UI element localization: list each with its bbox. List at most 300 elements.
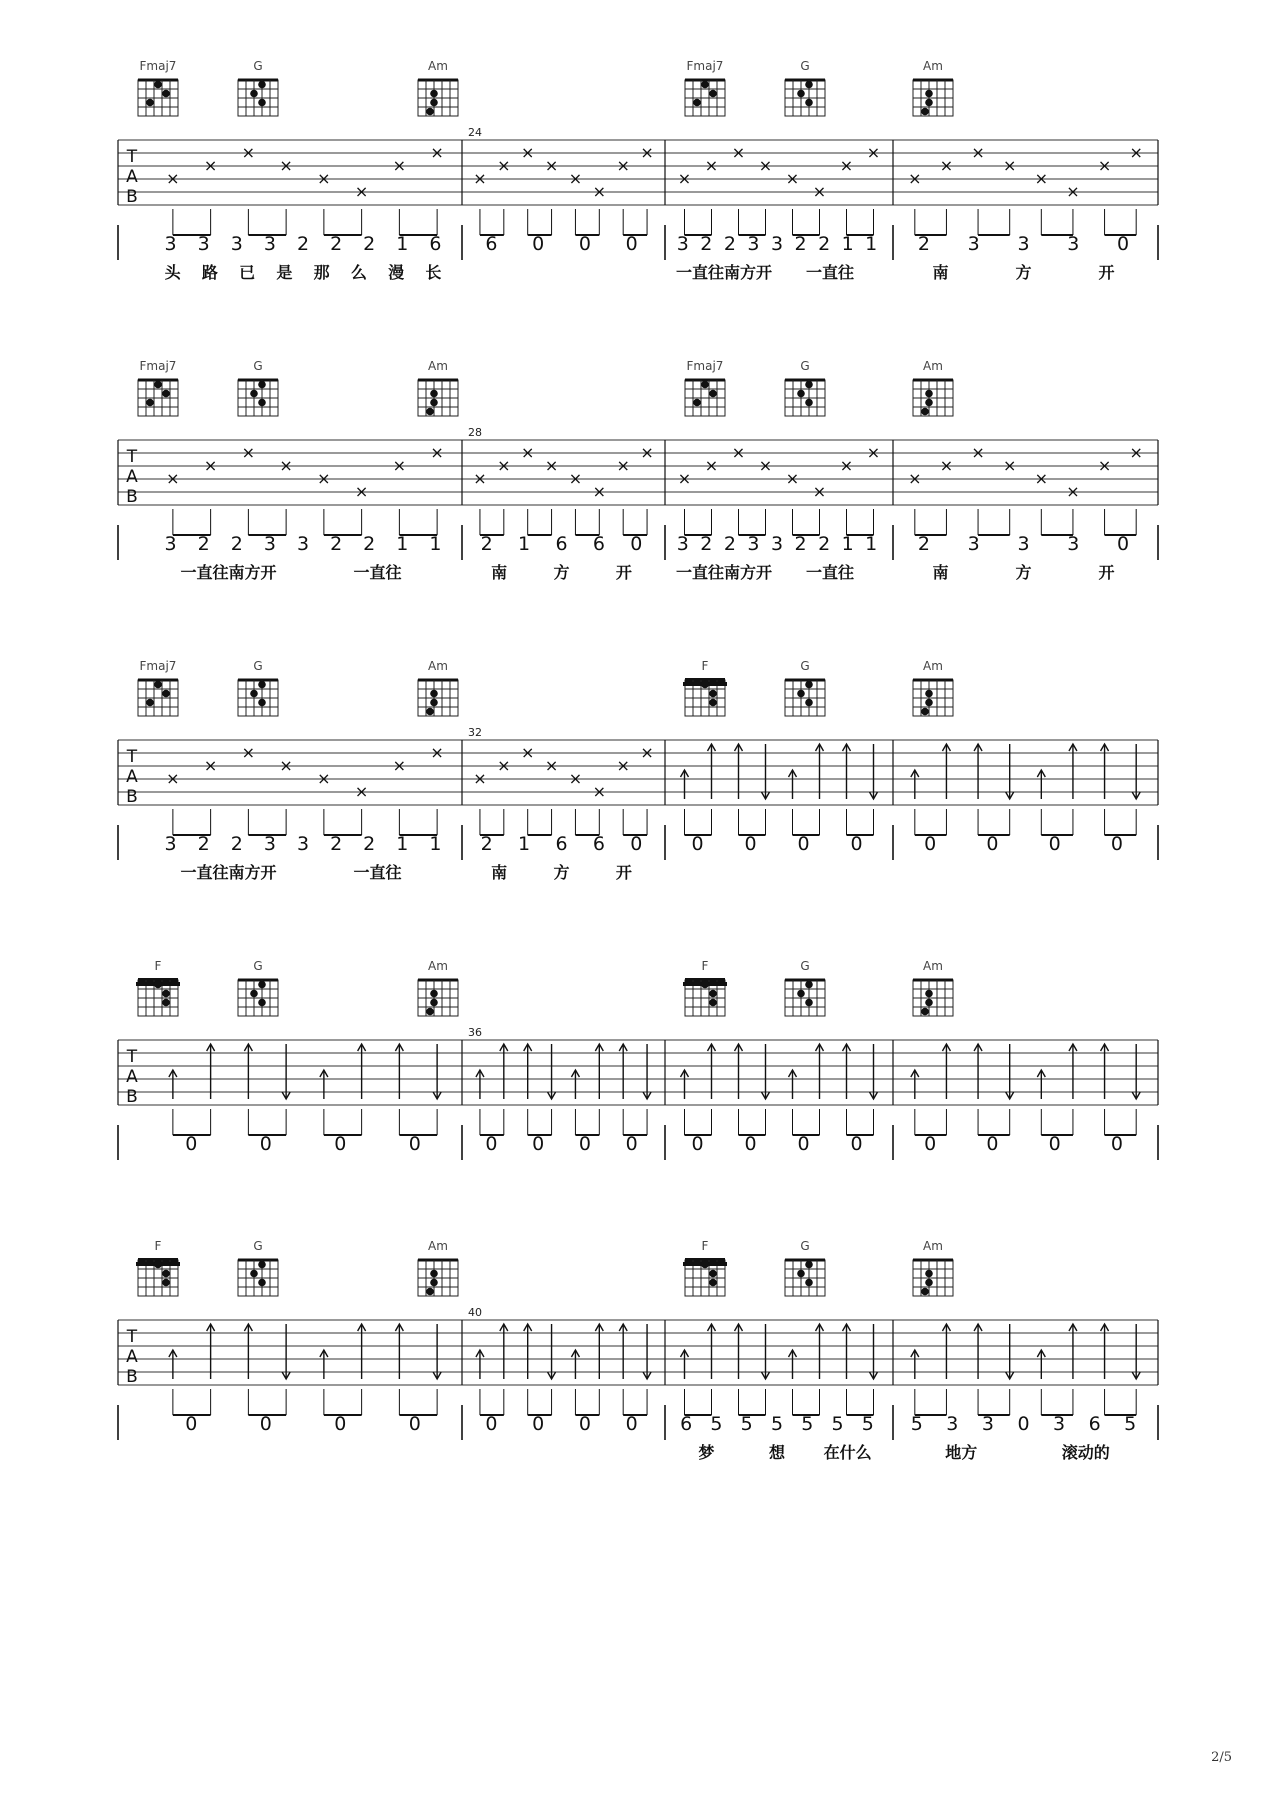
jianpu-note: 0 [1048, 1133, 1061, 1155]
tab-note-x: × [166, 469, 180, 488]
tab-clef: B [126, 1087, 138, 1107]
tab-note-x: × [866, 443, 881, 462]
chord-dot [154, 681, 162, 689]
measure [676, 359, 880, 582]
jianpu-note: 0 [744, 833, 757, 855]
chord-name: Fmaj7 [686, 359, 724, 373]
tab-note-x: × [812, 482, 827, 501]
chord-dot [925, 90, 933, 98]
jianpu-note: 1 [396, 533, 409, 555]
jianpu-note: 0 [625, 1133, 638, 1155]
chord-dot [925, 699, 933, 707]
lyric-text: 已 [239, 263, 256, 282]
jianpu-note: 3 [981, 1413, 994, 1435]
tab-note-x: × [354, 182, 369, 201]
chord-dot [258, 99, 266, 107]
tab-note-x: × [839, 456, 854, 475]
jianpu-note: 0 [532, 1133, 545, 1155]
lyric-text: 方 [553, 863, 570, 882]
jianpu-note: 2 [330, 533, 343, 555]
chord-dot [701, 1261, 709, 1269]
chord-dot [154, 981, 162, 989]
tab-clef: A [126, 1347, 138, 1367]
tab-note-x: × [392, 156, 407, 175]
tab-note-x: × [279, 156, 293, 175]
tab-note-x: × [497, 156, 511, 175]
lyric-text: 一直往南方开 [180, 863, 277, 882]
tab-note-x: × [279, 756, 293, 775]
chord-name: Am [428, 359, 448, 373]
lyric-text: 长 [425, 263, 442, 282]
tab-note-x: × [279, 456, 293, 475]
chord-dot [925, 999, 933, 1007]
lyric-text: 开 [1098, 263, 1115, 282]
jianpu-note: 0 [334, 1133, 347, 1155]
lyric-text: 地方 [945, 1443, 978, 1462]
chord-dot [797, 990, 805, 998]
tab-note-x: × [473, 469, 487, 488]
jianpu-note: 0 [1117, 233, 1130, 255]
chord-dot [258, 81, 266, 89]
jianpu-note: 0 [1117, 533, 1130, 555]
lyric-text: 一直往 [353, 863, 402, 882]
tab-clef: T [126, 1327, 138, 1347]
chord-dot [430, 90, 438, 98]
jianpu-note: 6 [485, 233, 498, 255]
chord-dot [925, 990, 933, 998]
jianpu-note: 1 [429, 833, 442, 855]
lyric-text: 南 [491, 863, 508, 882]
chord-dot [430, 990, 438, 998]
chord-dot [805, 999, 813, 1007]
tab-clef: A [126, 467, 138, 487]
measure-number: 32 [468, 726, 482, 739]
chord-dot [258, 699, 266, 707]
chord-dot [693, 399, 701, 407]
tab-note-x: × [544, 756, 559, 775]
chord-dot [925, 1279, 933, 1287]
measure [908, 59, 1143, 282]
chord-dot [258, 681, 266, 689]
tab-clef: B [126, 187, 138, 207]
lyric-text: 方 [1015, 563, 1032, 582]
tab-note-x: × [1066, 182, 1080, 201]
jianpu-note: 3 [263, 533, 276, 555]
lyric-text: 方 [553, 563, 570, 582]
measure [468, 726, 654, 882]
chord-dot [154, 381, 162, 389]
chord-name: G [800, 359, 810, 373]
tab-note-x: × [317, 769, 331, 788]
tab-note-x: × [640, 743, 654, 762]
lyric-text: 滚动的 [1061, 1443, 1110, 1462]
chord-name: G [253, 359, 263, 373]
jianpu-note: 3 [676, 533, 689, 555]
jianpu-note: 2 [330, 233, 343, 255]
jianpu-note: 2 [723, 533, 736, 555]
tab-note-x: × [166, 169, 180, 188]
lyric-text: 梦 [698, 1443, 715, 1462]
chord-dot [258, 1279, 266, 1287]
tab-note-x: × [592, 482, 607, 501]
jianpu-note: 2 [480, 833, 493, 855]
chord-dot [709, 90, 717, 98]
jianpu-note: 3 [164, 833, 177, 855]
tab-note-x: × [203, 756, 218, 775]
tab-note-x: × [908, 469, 922, 488]
measure [136, 959, 458, 1155]
chord-name: G [253, 59, 263, 73]
measure [681, 959, 878, 1155]
score-system [118, 359, 1158, 582]
jianpu-note: 0 [1017, 1413, 1030, 1435]
chord-name: G [800, 659, 810, 673]
jianpu-note: 0 [334, 1413, 347, 1435]
jianpu-note: 3 [747, 233, 760, 255]
jianpu-note: 3 [770, 533, 784, 555]
tab-note-x: × [839, 156, 854, 175]
jianpu-note: 2 [296, 233, 310, 255]
jianpu-note: 2 [330, 833, 343, 855]
tab-note-x: × [785, 169, 800, 188]
measure [468, 1306, 651, 1435]
chord-dot [430, 699, 438, 707]
chord-dot [693, 99, 701, 107]
chord-dot [258, 999, 266, 1007]
jianpu-note: 5 [740, 1413, 753, 1435]
chord-dot [430, 99, 438, 107]
tab-clef: A [126, 167, 138, 187]
tab-note-x: × [971, 443, 985, 462]
jianpu-note: 0 [485, 1413, 498, 1435]
tab-note-x: × [497, 456, 511, 475]
jianpu-note: 0 [986, 833, 999, 855]
chord-dot [250, 90, 258, 98]
jianpu-note: 1 [518, 533, 531, 555]
chord-name: Am [923, 359, 943, 373]
chord-dot [426, 708, 434, 716]
tab-note-x: × [866, 143, 881, 162]
jianpu-note: 0 [408, 1133, 421, 1155]
chord-dot [430, 999, 438, 1007]
jianpu-note: 2 [480, 533, 493, 555]
chord-dot [250, 1270, 258, 1278]
chord-dot [426, 1288, 434, 1296]
chord-name: F [154, 959, 162, 973]
lyric-text: 一直往南方开 [180, 563, 277, 582]
jianpu-note: 0 [630, 833, 643, 855]
jianpu-note: 1 [865, 233, 878, 255]
chord-name: G [253, 659, 263, 673]
jianpu-note: 0 [578, 233, 591, 255]
chord-name: Fmaj7 [139, 59, 177, 73]
jianpu-note: 2 [917, 233, 930, 255]
tab-note-x: × [317, 469, 331, 488]
jianpu-note: 5 [861, 1413, 874, 1435]
tab-clef: A [126, 1067, 138, 1087]
measure [911, 959, 1140, 1155]
jianpu-note: 0 [1048, 833, 1061, 855]
tab-note-x: × [1002, 156, 1017, 175]
jianpu-note: 0 [797, 1133, 810, 1155]
tab-note-x: × [473, 169, 487, 188]
chord-dot [701, 981, 709, 989]
jianpu-note: 3 [1017, 533, 1030, 555]
chord-dot [426, 1008, 434, 1016]
chord-name: F [701, 1239, 709, 1253]
chord-dot [430, 390, 438, 398]
chord-name: Am [923, 59, 943, 73]
chord-dot [921, 108, 929, 116]
jianpu-note: 1 [841, 533, 854, 555]
chord-name: F [701, 959, 709, 973]
jianpu-note: 0 [259, 1413, 272, 1435]
page-number: 2/5 [1211, 1750, 1232, 1765]
measure [138, 59, 458, 282]
jianpu-note: 0 [797, 833, 810, 855]
measure [908, 359, 1143, 582]
measure-number: 36 [468, 1026, 482, 1039]
jianpu-note: 3 [263, 833, 276, 855]
measure [136, 1239, 458, 1435]
chord-dot [162, 990, 170, 998]
jianpu-note: 3 [770, 233, 784, 255]
jianpu-note: 1 [396, 833, 409, 855]
chord-dot [709, 1270, 717, 1278]
tab-note-x: × [812, 182, 827, 201]
tab-note-x: × [1034, 469, 1049, 488]
tab-note-x: × [616, 456, 630, 475]
tab-note-x: × [568, 469, 583, 488]
jianpu-note: 3 [296, 533, 310, 555]
chord-dot [805, 699, 813, 707]
lyric-text: 是 [276, 263, 293, 282]
tab-note-x: × [704, 456, 719, 475]
lyric-text: 方 [1015, 263, 1032, 282]
jianpu-note: 2 [230, 833, 243, 855]
chord-dot [701, 381, 709, 389]
tab-note-x: × [908, 169, 922, 188]
chord-dot [154, 81, 162, 89]
jianpu-note: 0 [185, 1413, 198, 1435]
jianpu-note: 0 [532, 1413, 545, 1435]
lyric-text: 那 [313, 263, 330, 282]
lyric-text: 南 [932, 263, 949, 282]
jianpu-note: 2 [363, 233, 376, 255]
chord-dot [925, 99, 933, 107]
tab-note-x: × [1097, 456, 1112, 475]
jianpu-note: 5 [770, 1413, 784, 1435]
chord-dot [805, 1261, 813, 1269]
chord-dot [162, 1270, 170, 1278]
jianpu-note: 5 [710, 1413, 723, 1435]
chord-dot [250, 990, 258, 998]
chord-dot [258, 981, 266, 989]
chord-dot [925, 1270, 933, 1278]
jianpu-note: 0 [850, 833, 863, 855]
tab-note-x: × [785, 469, 800, 488]
jianpu-note: 0 [578, 1133, 591, 1155]
tab-note-x: × [520, 443, 535, 462]
measure [681, 659, 878, 855]
lyric-text: 开 [1098, 563, 1115, 582]
measure-number: 24 [468, 126, 482, 139]
jianpu-note: 3 [296, 833, 310, 855]
jianpu-note: 0 [408, 1413, 421, 1435]
jianpu-note: 0 [578, 1413, 591, 1435]
chord-dot [162, 390, 170, 398]
jianpu-note: 0 [1110, 833, 1123, 855]
jianpu-note: 3 [197, 233, 210, 255]
lyric-text: 开 [615, 863, 632, 882]
chord-dot [258, 399, 266, 407]
jianpu-note: 0 [850, 1133, 863, 1155]
chord-dot [258, 1261, 266, 1269]
tab-clef: T [126, 147, 138, 167]
chord-dot [797, 690, 805, 698]
jianpu-note: 6 [592, 833, 605, 855]
tab-note-x: × [497, 756, 511, 775]
chord-dot [797, 90, 805, 98]
tab-note-x: × [317, 169, 331, 188]
tab-note-x: × [758, 156, 773, 175]
jianpu-note: 2 [723, 233, 736, 255]
chord-dot [146, 399, 154, 407]
chord-dot [709, 699, 717, 707]
lyric-text: 在什么 [823, 1443, 872, 1462]
chord-dot [709, 999, 717, 1007]
chord-name: Fmaj7 [139, 359, 177, 373]
chord-dot [921, 408, 929, 416]
chord-dot [154, 1261, 162, 1269]
jianpu-note: 2 [230, 533, 243, 555]
lyric-text: 么 [350, 263, 367, 282]
jianpu-note: 5 [801, 1413, 814, 1435]
tab-note-x: × [616, 156, 630, 175]
chord-name: Fmaj7 [139, 659, 177, 673]
tab-clef: B [126, 1367, 138, 1387]
tab-note-x: × [592, 782, 607, 801]
tab-note-x: × [241, 743, 256, 762]
jianpu-note: 0 [259, 1133, 272, 1155]
chord-name: Fmaj7 [686, 59, 724, 73]
jianpu-note: 6 [592, 533, 605, 555]
tab-note-x: × [430, 743, 444, 762]
tab-note-x: × [568, 169, 583, 188]
tab-note-x: × [731, 143, 746, 162]
chord-dot [426, 408, 434, 416]
chord-dot [921, 1008, 929, 1016]
chord-name: G [800, 1239, 810, 1253]
measure [138, 359, 458, 582]
chord-name: Am [428, 959, 448, 973]
jianpu-note: 3 [1067, 533, 1080, 555]
chord-dot [709, 1279, 717, 1287]
chord-dot [426, 108, 434, 116]
tab-note-x: × [1002, 456, 1017, 475]
jianpu-note: 5 [1124, 1413, 1137, 1435]
jianpu-note: 0 [691, 833, 704, 855]
chord-name: G [800, 959, 810, 973]
tab-note-x: × [166, 769, 180, 788]
tab-clef: T [126, 1047, 138, 1067]
chord-dot [805, 99, 813, 107]
tab-note-x: × [731, 443, 746, 462]
jianpu-note: 0 [691, 1133, 704, 1155]
jianpu-note: 6 [429, 233, 442, 255]
measure-number: 40 [468, 1306, 482, 1319]
tab-note-x: × [616, 756, 630, 775]
tab-note-x: × [758, 456, 773, 475]
chord-dot [805, 381, 813, 389]
jianpu-note: 1 [396, 233, 409, 255]
chord-dot [430, 1270, 438, 1278]
chord-dot [797, 1270, 805, 1278]
tab-note-x: × [939, 456, 954, 475]
jianpu-note: 2 [818, 533, 831, 555]
tab-note-x: × [1034, 169, 1049, 188]
score-system [118, 959, 1158, 1160]
lyric-text: 南 [491, 563, 508, 582]
tab-note-x: × [392, 756, 407, 775]
chord-dot [430, 690, 438, 698]
measure [911, 1239, 1140, 1462]
lyric-text: 一直往 [805, 563, 855, 582]
tab-clef: T [126, 447, 138, 467]
chord-dot [162, 90, 170, 98]
chord-dot [797, 390, 805, 398]
lyric-text: 一直往南方开 [675, 263, 773, 282]
chord-name: Am [428, 659, 448, 673]
chord-dot [430, 399, 438, 407]
chord-dot [921, 1288, 929, 1296]
chord-dot [146, 699, 154, 707]
tab-note-x: × [640, 443, 654, 462]
jianpu-note: 3 [946, 1413, 959, 1435]
jianpu-note: 5 [831, 1413, 844, 1435]
tab-note-x: × [544, 456, 559, 475]
tab-note-x: × [1129, 143, 1143, 162]
measure-number: 28 [468, 426, 482, 439]
jianpu-note: 0 [1110, 1133, 1123, 1155]
jianpu-note: 0 [185, 1133, 198, 1155]
tab-note-x: × [241, 443, 256, 462]
chord-name: Am [923, 659, 943, 673]
tab-note-x: × [568, 769, 583, 788]
jianpu-note: 0 [986, 1133, 999, 1155]
chord-dot [162, 690, 170, 698]
measure [676, 59, 880, 282]
chord-dot [925, 399, 933, 407]
jianpu-note: 2 [363, 833, 376, 855]
chord-name: F [154, 1239, 162, 1253]
chord-dot [258, 381, 266, 389]
tab-note-x: × [677, 469, 692, 488]
jianpu-note: 2 [197, 533, 210, 555]
tab-note-x: × [241, 143, 256, 162]
chord-dot [805, 1279, 813, 1287]
chord-dot [250, 390, 258, 398]
measure [468, 426, 654, 582]
chord-dot [805, 81, 813, 89]
chord-dot [805, 399, 813, 407]
jianpu-note: 2 [794, 233, 807, 255]
score-system [118, 659, 1158, 882]
jianpu-note: 1 [429, 533, 442, 555]
chord-dot [709, 390, 717, 398]
jianpu-note: 3 [1067, 233, 1080, 255]
chord-dot [146, 99, 154, 107]
